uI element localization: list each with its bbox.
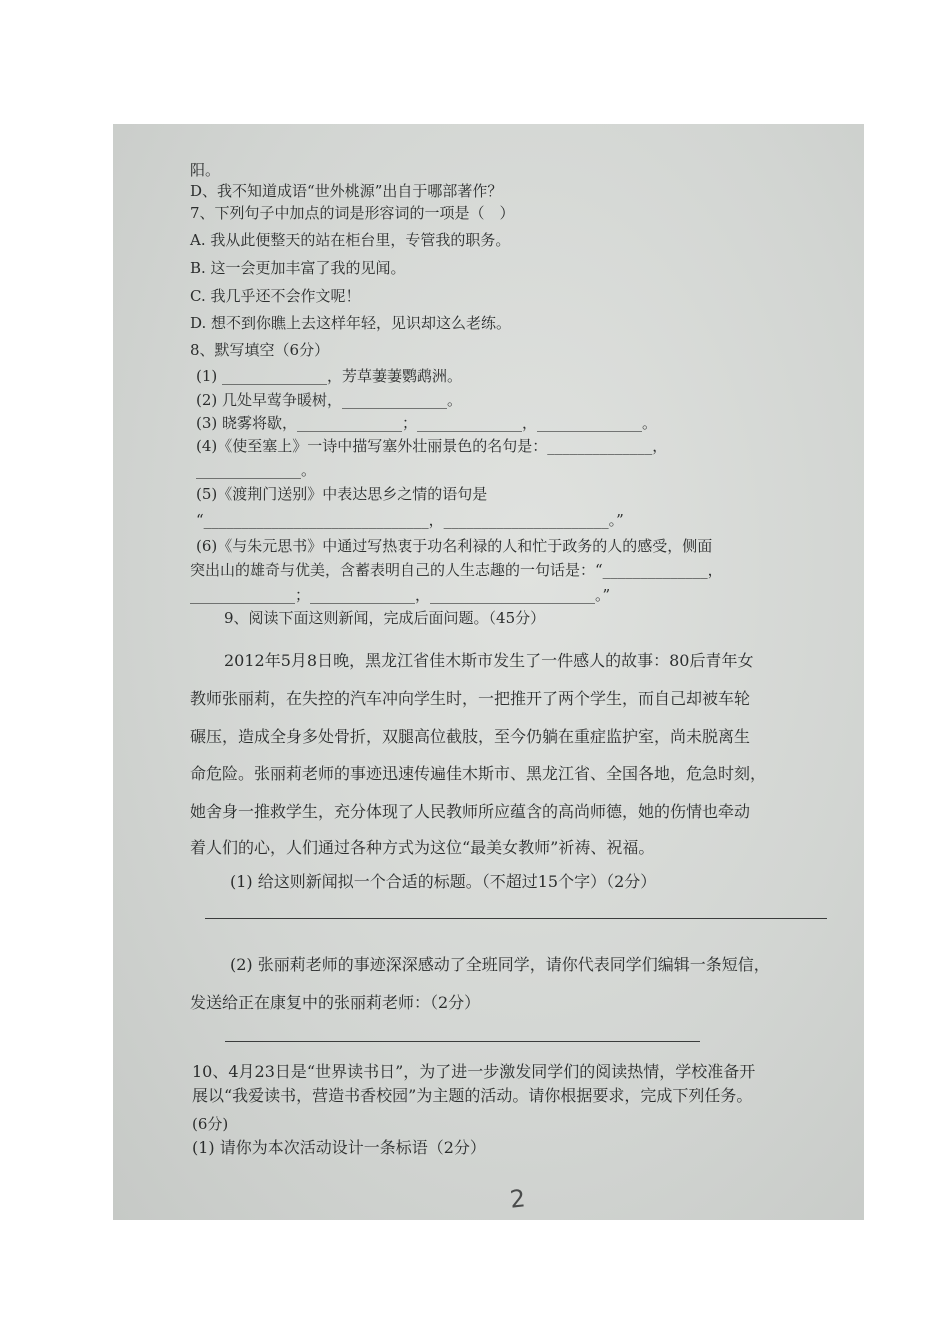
news-paragraph-line: 碾压，造成全身多处骨折，双腿高位截肢，至今仍躺在重症监护室，尚未脱离生 <box>190 727 751 746</box>
text-line: 阳。 <box>190 161 221 179</box>
news-paragraph-line: 2012年5月8日晚，黑龙江省佳木斯市发生了一件感人的故事：80后青年女 <box>224 651 754 670</box>
fill-blank-6-cont2: ______________；______________，______________________。” <box>190 586 611 604</box>
question-10: 10、4月23日是“世界读书日”，为了进一步激发同学们的阅读热情，学校准备开 <box>192 1062 756 1081</box>
text-line: D、我不知道成语“世外桃源”出自于哪部著作？ <box>190 182 503 200</box>
question-9: 9、阅读下面这则新闻，完成后面问题。（45分） <box>224 609 546 627</box>
question-9-2-cont: 发送给正在康复中的张丽莉老师：（2分） <box>190 993 481 1012</box>
page-number: 2 <box>508 1184 527 1214</box>
option-d: D. 想不到你瞧上去这样年轻，见识却这么老练。 <box>190 314 512 332</box>
option-b: B. 这一会更加丰富了我的见闻。 <box>190 259 406 277</box>
answer-line <box>225 1041 700 1042</box>
news-paragraph-line: 教师张丽莉，在失控的汽车冲向学生时，一把推开了两个学生，而自己却被车轮 <box>190 689 751 708</box>
fill-blank-6: (6)《与朱元思书》中通过写热衷于功名利禄的人和忙于政务的人的感受，侧面 <box>196 537 713 555</box>
question-7: 7、下列句子中加点的词是形容词的一项是（ ） <box>190 204 515 222</box>
question-9-2: (2) 张丽莉老师的事迹深深感动了全班同学，请你代表同学们编辑一条短信， <box>230 955 770 974</box>
option-c: C. 我几乎还不会作文呢！ <box>190 287 361 305</box>
option-a: A. 我从此便整天的站在柜台里，专管我的职务。 <box>190 231 511 249</box>
question-10-1: (1) 请你为本次活动设计一条标语（2分） <box>192 1138 486 1157</box>
fill-blank-4: (4)《使至塞上》一诗中描写塞外壮丽景色的名句是：______________， <box>196 437 668 455</box>
fill-blank-1: (1) ______________，芳草萋萋鹦鹉洲。 <box>196 367 463 385</box>
news-paragraph-line: 命危险。张丽莉老师的事迹迅速传遍佳木斯市、黑龙江省、全国各地，危急时刻， <box>190 764 767 783</box>
fill-blank-4-cont: ______________。 <box>196 461 317 479</box>
question-10-cont: 展以“我爱读书，营造书香校园”为主题的活动。请你根据要求，完成下列任务。 <box>192 1086 753 1105</box>
fill-blank-5: (5)《渡荆门送别》中表达思乡之情的语句是 <box>196 485 488 503</box>
fill-blank-6-cont: 突出山的雄奇与优美，含蓄表明自己的人生志趣的一句话是：“______________， <box>190 561 723 579</box>
fill-blank-5-cont: “______________________________，______________________。” <box>196 511 624 529</box>
question-8: 8、默写填空（6分） <box>190 341 330 359</box>
fill-blank-3: (3) 晓雾将歇，______________；______________，______________。 <box>196 414 658 432</box>
news-paragraph-line: 着人们的心，人们通过各种方式为这位“最美女教师”祈祷、祝福。 <box>190 838 655 857</box>
fill-blank-2: (2) 几处早莺争暖树，______________。 <box>196 391 463 409</box>
question-10-score: (6分) <box>192 1115 229 1133</box>
question-9-1: (1) 给这则新闻拟一个合适的标题。（不超过15个字）（2分） <box>230 872 657 891</box>
answer-line <box>205 918 827 919</box>
news-paragraph-line: 她舍身一推救学生，充分体现了人民教师所应蕴含的高尚师德，她的伤情也牵动 <box>190 802 751 821</box>
